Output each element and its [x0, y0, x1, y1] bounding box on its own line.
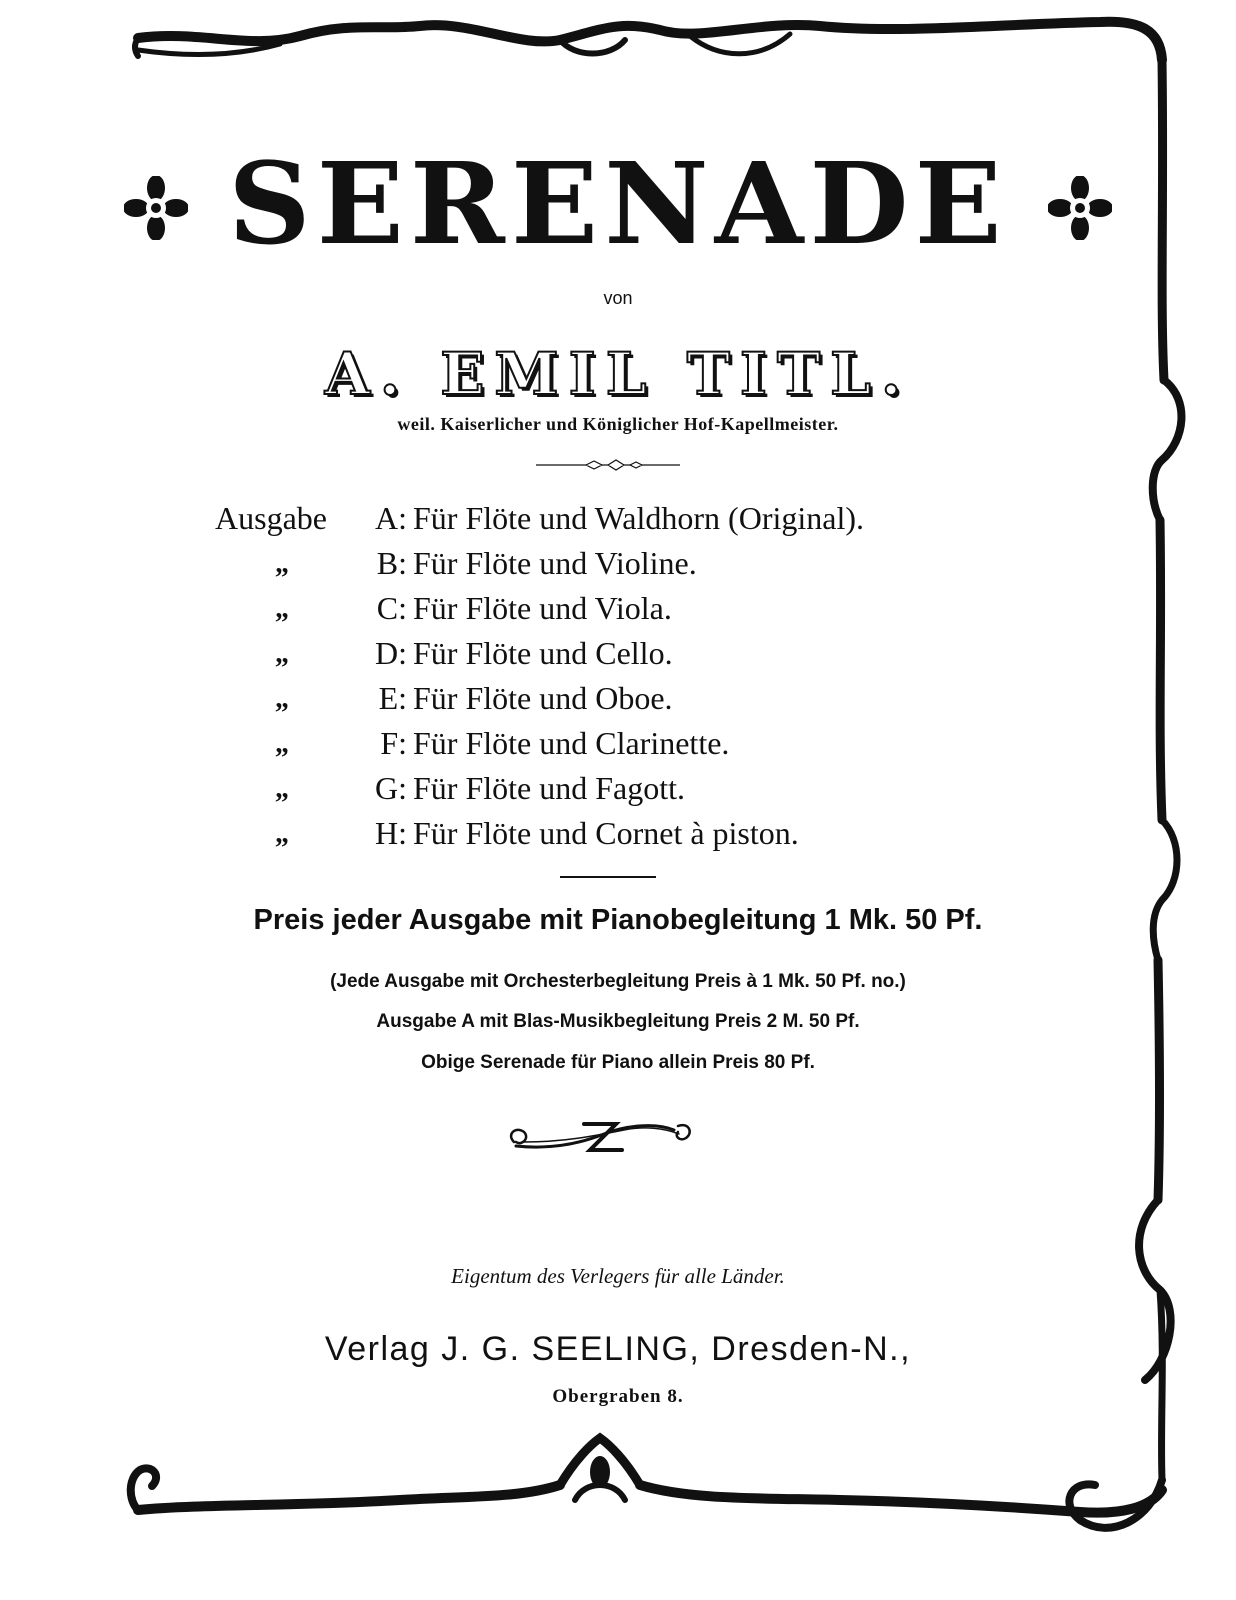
flower-ornament-right-icon [1048, 176, 1112, 240]
edition-text: Für Flöte und Oboe. [413, 680, 673, 716]
main-price: Preis jeder Ausgabe mit Pianobegleitung 1 Mk. 50 Pf. [253, 904, 983, 936]
publisher-address: Obergraben 8. [552, 1386, 684, 1407]
edition-text: Für Flöte und Fagott. [413, 770, 686, 806]
ditto-mark: „ [275, 728, 289, 759]
scroll-ornament-icon [494, 1112, 698, 1162]
edition-text: Für Flöte und Cornet à piston. [413, 815, 799, 851]
edition-row-f [215, 721, 1035, 766]
edition-letter: E: [378, 680, 407, 716]
ditto-mark: „ [275, 638, 289, 669]
ditto-mark: „ [275, 548, 289, 579]
price-note-piano: Obige Serenade für Piano allein Preis 80 Pf. [421, 1052, 815, 1073]
ditto-mark: „ [275, 818, 289, 849]
edition-letter: F: [380, 725, 407, 761]
ditto-mark: „ [275, 593, 289, 624]
composer-name: A. EMIL TITL. [324, 340, 912, 408]
edition-row-d [215, 631, 1035, 676]
edition-letter: B: [376, 545, 407, 581]
edition-row-g [215, 766, 1035, 811]
flower-ornament-left-icon [124, 176, 188, 240]
edition-row-e [215, 676, 1035, 721]
edition-row-h [215, 811, 1035, 856]
edition-row-c [215, 586, 1035, 631]
price-note-orchestra: (Jede Ausgabe mit Orchesterbegleitung Preis à 1 Mk. 50 Pf. no.) [330, 971, 906, 992]
edition-list [215, 496, 1035, 856]
edition-row-a [215, 496, 1035, 541]
ditto-mark: „ [275, 773, 289, 804]
edition-text: Für Flöte und Waldhorn (Original). [413, 500, 864, 536]
edition-letter: H: [375, 815, 407, 851]
publisher-line: Verlag J. G. SEELING, Dresden-N., [324, 1330, 912, 1368]
edition-text: Für Flöte und Viola. [413, 590, 672, 626]
edition-letter: A: [375, 500, 407, 536]
composer-title: weil. Kaiserlicher und Königlicher Hof-Kapellmeister. [397, 414, 839, 434]
edition-letter: D: [375, 635, 407, 671]
edition-text: Für Flöte und Clarinette. [413, 725, 730, 761]
by-label: von [603, 288, 633, 308]
price-note-wind: Ausgabe A mit Blas-Musikbegleitung Preis 2 M. 50 Pf. [376, 1011, 860, 1032]
edition-text: Für Flöte und Violine. [413, 545, 697, 581]
divider-line [560, 876, 656, 878]
edition-letter: C: [376, 590, 407, 626]
rights-notice: Eigentum des Verlegers für alle Länder. [451, 1264, 785, 1288]
ditto-mark: „ [275, 683, 289, 714]
edition-letter: G: [375, 770, 407, 806]
page-title: SERENADE [228, 139, 1008, 270]
edition-text: Für Flöte und Cello. [413, 635, 673, 671]
divider-ornament-icon [536, 458, 680, 472]
edition-row-b [215, 541, 1035, 586]
edition-prefix: Ausgabe [215, 500, 327, 536]
